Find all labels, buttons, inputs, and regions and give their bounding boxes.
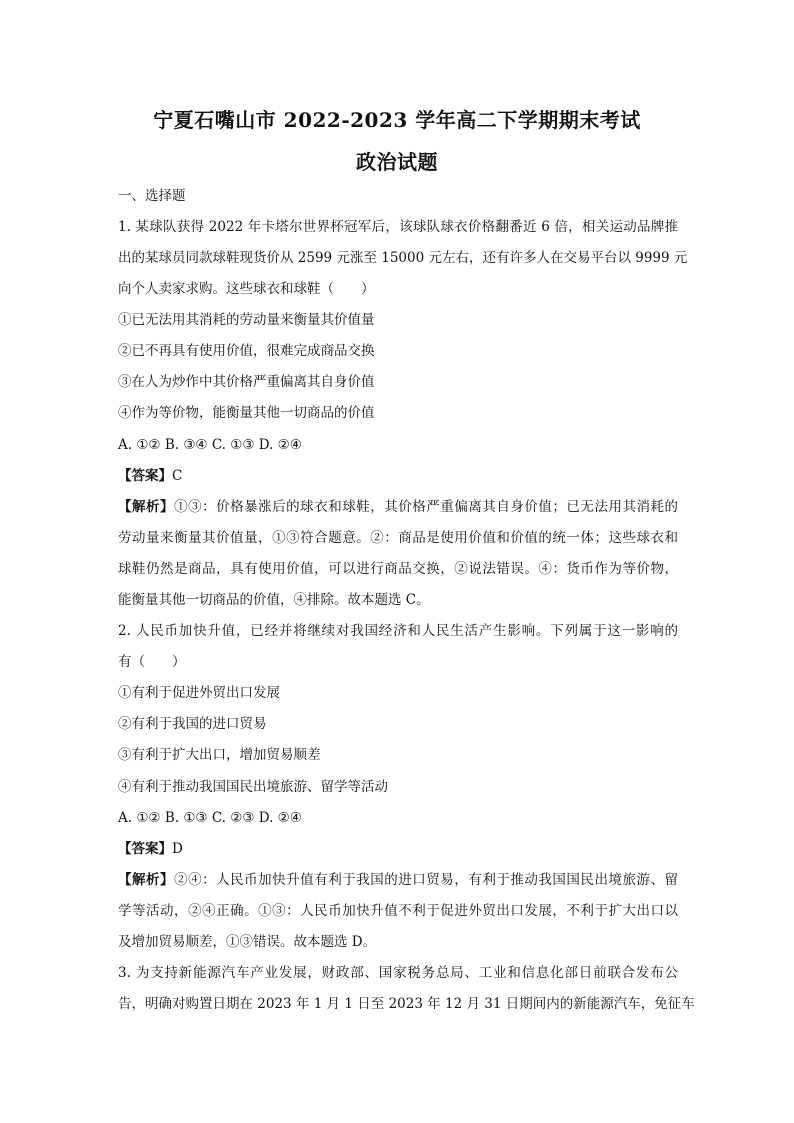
q2-item-4: ④有利于推动我国国民出境旅游、留学等活动 bbox=[118, 779, 388, 795]
q1-options: A. ①② B. ③④ C. ①③ D. ②④ bbox=[118, 437, 302, 453]
analysis-text: ②④：人民币加快升值有利于我国的进口贸易，有利于推动我国国民出境旅游、留 bbox=[174, 872, 679, 888]
answer-tag: 【答案】 bbox=[118, 841, 172, 857]
q1-item-1: ①已无法用其消耗的劳动量来衡量其价值量 bbox=[118, 312, 375, 328]
q2-analysis-line-2: 学等活动，②④正确。①③：人民币加快升值不利于促进外贸出口发展，不利于扩大出口以 bbox=[118, 903, 678, 919]
q1-analysis-line-1 bbox=[118, 497, 678, 517]
q2-options: A. ①② B. ①③ C. ②③ D. ②④ bbox=[118, 810, 302, 826]
q1-item-3: ③在人为炒作中其价格严重偏离其自身价值 bbox=[118, 374, 375, 390]
q3-stem-line-1: 3. 为支持新能源汽车产业发展，财政部、国家税务总局、工业和信息化部日前联合发布公 bbox=[118, 965, 678, 981]
q2-stem-line-1: 2. 人民币加快升值，已经并将继续对我国经济和人民生活产生影响。下列属于这一影响的 bbox=[118, 623, 678, 639]
q3-stem-line-2: 告，明确对购置日期在 2023 年 1 月 1 日至 2023 年 12 月 31 日期间内的新能源汽车，免征车 bbox=[118, 996, 695, 1012]
q2-analysis-line-3: 及增加贸易顺差，①③错误。故本题选 D。 bbox=[118, 934, 377, 950]
q2-analysis-line-1 bbox=[118, 870, 678, 890]
q1-analysis-line-3: 球鞋仍然是商品，具有使用价值，可以进行商品交换，②说法错误。④：货币作为等价物， bbox=[118, 561, 678, 577]
q1-analysis-line-4: 能衡量其他一切商品的价值，④排除。故本题选 C。 bbox=[118, 592, 430, 608]
analysis-tag: 【解析】 bbox=[118, 499, 175, 515]
q1-item-2: ②已不再具有使用价值，很难完成商品交换 bbox=[118, 343, 375, 359]
q2-item-3: ③有利于扩大出口，增加贸易顺差 bbox=[118, 747, 321, 763]
answer-tag: 【答案】 bbox=[118, 468, 172, 484]
q2-item-1: ①有利于促进外贸出口发展 bbox=[118, 685, 280, 701]
q1-answer bbox=[118, 466, 678, 486]
analysis-tag: 【解析】 bbox=[118, 872, 175, 888]
q2-answer bbox=[118, 839, 678, 859]
q1-stem-line-1: 1. 某球队获得 2022 年卡塔尔世界杯冠军后，该球队球衣价格翻番近 6 倍，相关运动品牌推 bbox=[118, 219, 678, 235]
q1-analysis-line-2: 劳动量来衡量其价值量，①③符合题意。②：商品是使用价值和价值的统一体；这些球衣和 bbox=[118, 530, 678, 546]
q1-stem-line-2: 出的某球员同款球鞋现货价从 2599 元涨至 15000 元左右，还有许多人在交易平台以 9999 元 bbox=[118, 250, 688, 266]
section-heading: 一、选择题 bbox=[118, 188, 186, 204]
answer-value: C bbox=[172, 468, 183, 484]
q1-stem-line-3: 向个人卖家求购。这些球衣和球鞋（ ） bbox=[118, 281, 375, 297]
answer-value: D bbox=[172, 841, 183, 857]
q1-item-4: ④作为等价物，能衡量其他一切商品的价值 bbox=[118, 405, 375, 421]
analysis-text: ①③：价格暴涨后的球衣和球鞋，其价格严重偏离其自身价值；已无法用其消耗的 bbox=[174, 499, 679, 515]
document-subtitle: 政治试题 bbox=[356, 150, 438, 174]
document-title: 宁夏石嘴山市 2022-2023 学年高二下学期期末考试 bbox=[153, 108, 641, 132]
q2-stem-line-2: 有（ ） bbox=[118, 654, 186, 670]
q2-item-2: ②有利于我国的进口贸易 bbox=[118, 716, 267, 732]
